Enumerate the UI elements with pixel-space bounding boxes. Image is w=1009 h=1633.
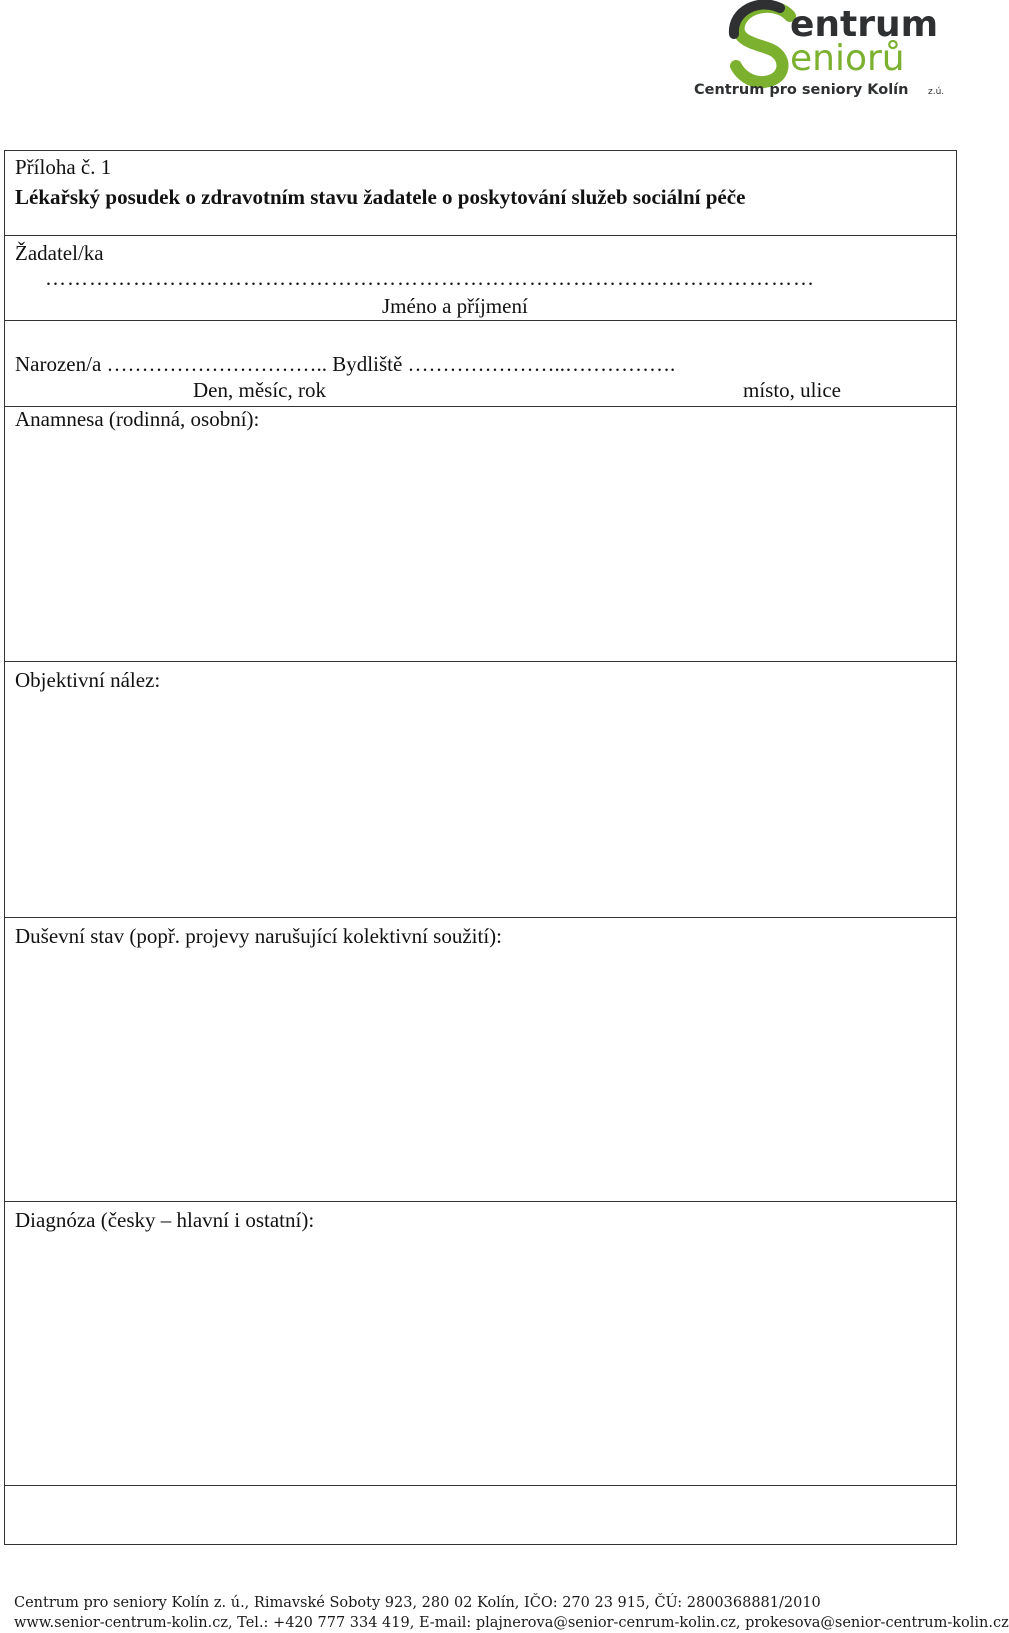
logo-word-centrum: entrum (790, 4, 939, 45)
anamnesis-section[interactable] (5, 406, 956, 662)
mental-state-label: Duševní stav (popř. projevy narušující kolektivní soužití): (15, 924, 502, 948)
anamnesis-label: Anamnesa (rodinná, osobní): (15, 407, 260, 431)
footer (14, 1593, 1009, 1633)
applicant-section (5, 236, 956, 321)
logo-tagline: Centrum pro seniory Kolín (694, 82, 909, 98)
footer-contacts: www.senior-centrum-kolin.cz, Tel.: +420 777 334 419, E-mail: plajnerova@senior-cenrum-kolin.cz, prokesova@senior-centrum-kolin.cz (14, 1615, 1009, 1631)
applicant-label: Žadatel/ka (15, 241, 104, 265)
mental-state-section[interactable] (5, 918, 956, 1202)
medical-report-form (4, 150, 957, 1545)
birth-date-caption: Den, měsíc, rok (193, 378, 326, 402)
applicant-name-field[interactable]: …………………………………………………………………………………………… (45, 266, 815, 290)
diagnosis-label: Diagnóza (česky – hlavní i ostatní): (15, 1208, 315, 1232)
birth-residence-line[interactable]: Narozen/a ………………………….. Bydliště …………………..……………. (15, 352, 676, 376)
centrum-senioru-logo (694, 0, 960, 104)
objective-findings-section[interactable] (5, 662, 956, 918)
form-title: Lékařský posudek o zdravotním stavu žadatele o poskytování služeb sociální péče (15, 185, 746, 209)
logo-word-senioru: eniorů (790, 38, 905, 79)
diagnosis-section[interactable] (5, 1202, 956, 1486)
logo-tagline-suffix: z.ú. (928, 87, 945, 97)
annex-label: Příloha č. 1 (15, 155, 112, 179)
form-header-section (5, 151, 956, 236)
blank-section[interactable] (5, 1486, 956, 1544)
residence-caption: místo, ulice (743, 378, 841, 402)
objective-label: Objektivní nález: (15, 668, 161, 692)
birth-residence-section (5, 321, 956, 406)
name-caption: Jméno a příjmení (382, 294, 528, 318)
footer-address: Centrum pro seniory Kolín z. ú., Rimavské Soboty 923, 280 02 Kolín, IČO: 270 23 915, ČÚ: 2800368881/2010 (14, 1595, 821, 1611)
s-swoosh (736, 7, 790, 82)
